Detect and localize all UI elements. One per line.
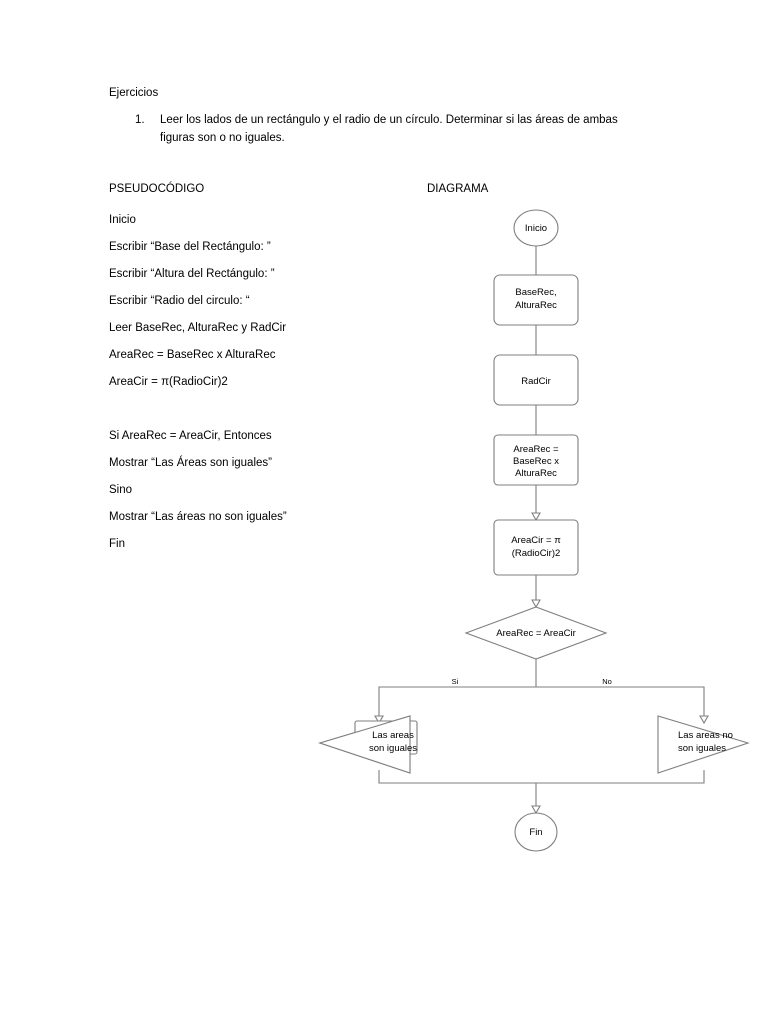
- edge-label-no: No: [602, 677, 612, 686]
- arrowhead: [532, 600, 540, 607]
- edge-label-yes: Si: [451, 677, 459, 686]
- pseudocode-line: Sino: [109, 484, 133, 496]
- edge-yes-end: [379, 770, 536, 806]
- pseudocode-line: Escribir “Radio del circulo: “: [109, 295, 250, 307]
- node-end-label: Fin: [529, 827, 543, 838]
- arrowhead: [700, 716, 708, 723]
- pseudocode-title: PSEUDOCÓDIGO: [109, 183, 205, 195]
- edge-decide-yes: [379, 659, 536, 716]
- node-calc1-line3: AlturaRec: [515, 468, 557, 479]
- node-read1-line2: AlturaRec: [515, 300, 557, 311]
- node-calc2-line1: AreaCir = π: [511, 535, 561, 546]
- node-calc1-line2: BaseRec x: [513, 456, 559, 467]
- exercise-text: Leer los lados de un rectángulo y el radio de un círculo. Determinar si las áreas de ambas figuras son o no iguales.: [160, 114, 618, 144]
- arrowhead: [532, 806, 540, 813]
- node-calc1: [494, 435, 578, 485]
- node-start: [514, 210, 558, 246]
- arrowhead: [532, 513, 540, 520]
- edge-decide-no: [536, 687, 704, 716]
- pseudocode-line: Si AreaRec = AreaCir, Entonces: [109, 430, 272, 442]
- node-calc2-line2: (RadioCir)2: [511, 548, 561, 559]
- node-read1-line1: BaseRec,: [515, 287, 557, 298]
- pseudocode-line: Escribir “Altura del Rectángulo: ”: [109, 268, 275, 280]
- node-end: [515, 813, 557, 851]
- pseudocode-line: Mostrar “Las áreas no son iguales”: [109, 511, 287, 523]
- exercise-item: [135, 112, 655, 148]
- node-output-yes: [320, 716, 417, 773]
- node-calc1-line1: AreaRec =: [513, 444, 559, 455]
- exercise-number: 1.: [135, 114, 145, 126]
- page-heading: Ejercicios: [109, 87, 159, 99]
- node-decision: [466, 607, 606, 659]
- diagram-title: DIAGRAMA: [427, 183, 489, 195]
- pseudocode-line: Escribir “Base del Rectángulo: ”: [109, 241, 271, 253]
- node-read2: [494, 355, 578, 405]
- node-output-yes-line1: Las areas: [372, 730, 414, 741]
- flowchart: [300, 200, 768, 860]
- node-output-yes-line2: son iguales: [368, 743, 418, 754]
- node-decision-label: AreaRec = AreaCir: [496, 628, 576, 639]
- pseudocode-line: Mostrar “Las Áreas son iguales”: [109, 457, 272, 469]
- pseudocode-line: Fin: [109, 538, 125, 550]
- pseudocode-line: AreaCir = π(RadioCir)2: [109, 376, 228, 388]
- pseudocode-line: Leer BaseRec, AlturaRec y RadCir: [109, 322, 287, 334]
- node-calc2: [494, 520, 578, 575]
- pseudocode-line: AreaRec = BaseRec x AlturaRec: [109, 349, 276, 361]
- edge-no-end: [536, 770, 704, 783]
- node-output-no-line2: son iguales: [678, 743, 727, 754]
- node-read2-line1: RadCir: [521, 376, 551, 387]
- pseudocode-line: Inicio: [109, 214, 136, 226]
- node-output-no: [658, 716, 748, 773]
- node-read1: [494, 275, 578, 325]
- node-start-label: Inicio: [524, 223, 548, 234]
- node-output-no-line1: Las areas no: [678, 730, 733, 741]
